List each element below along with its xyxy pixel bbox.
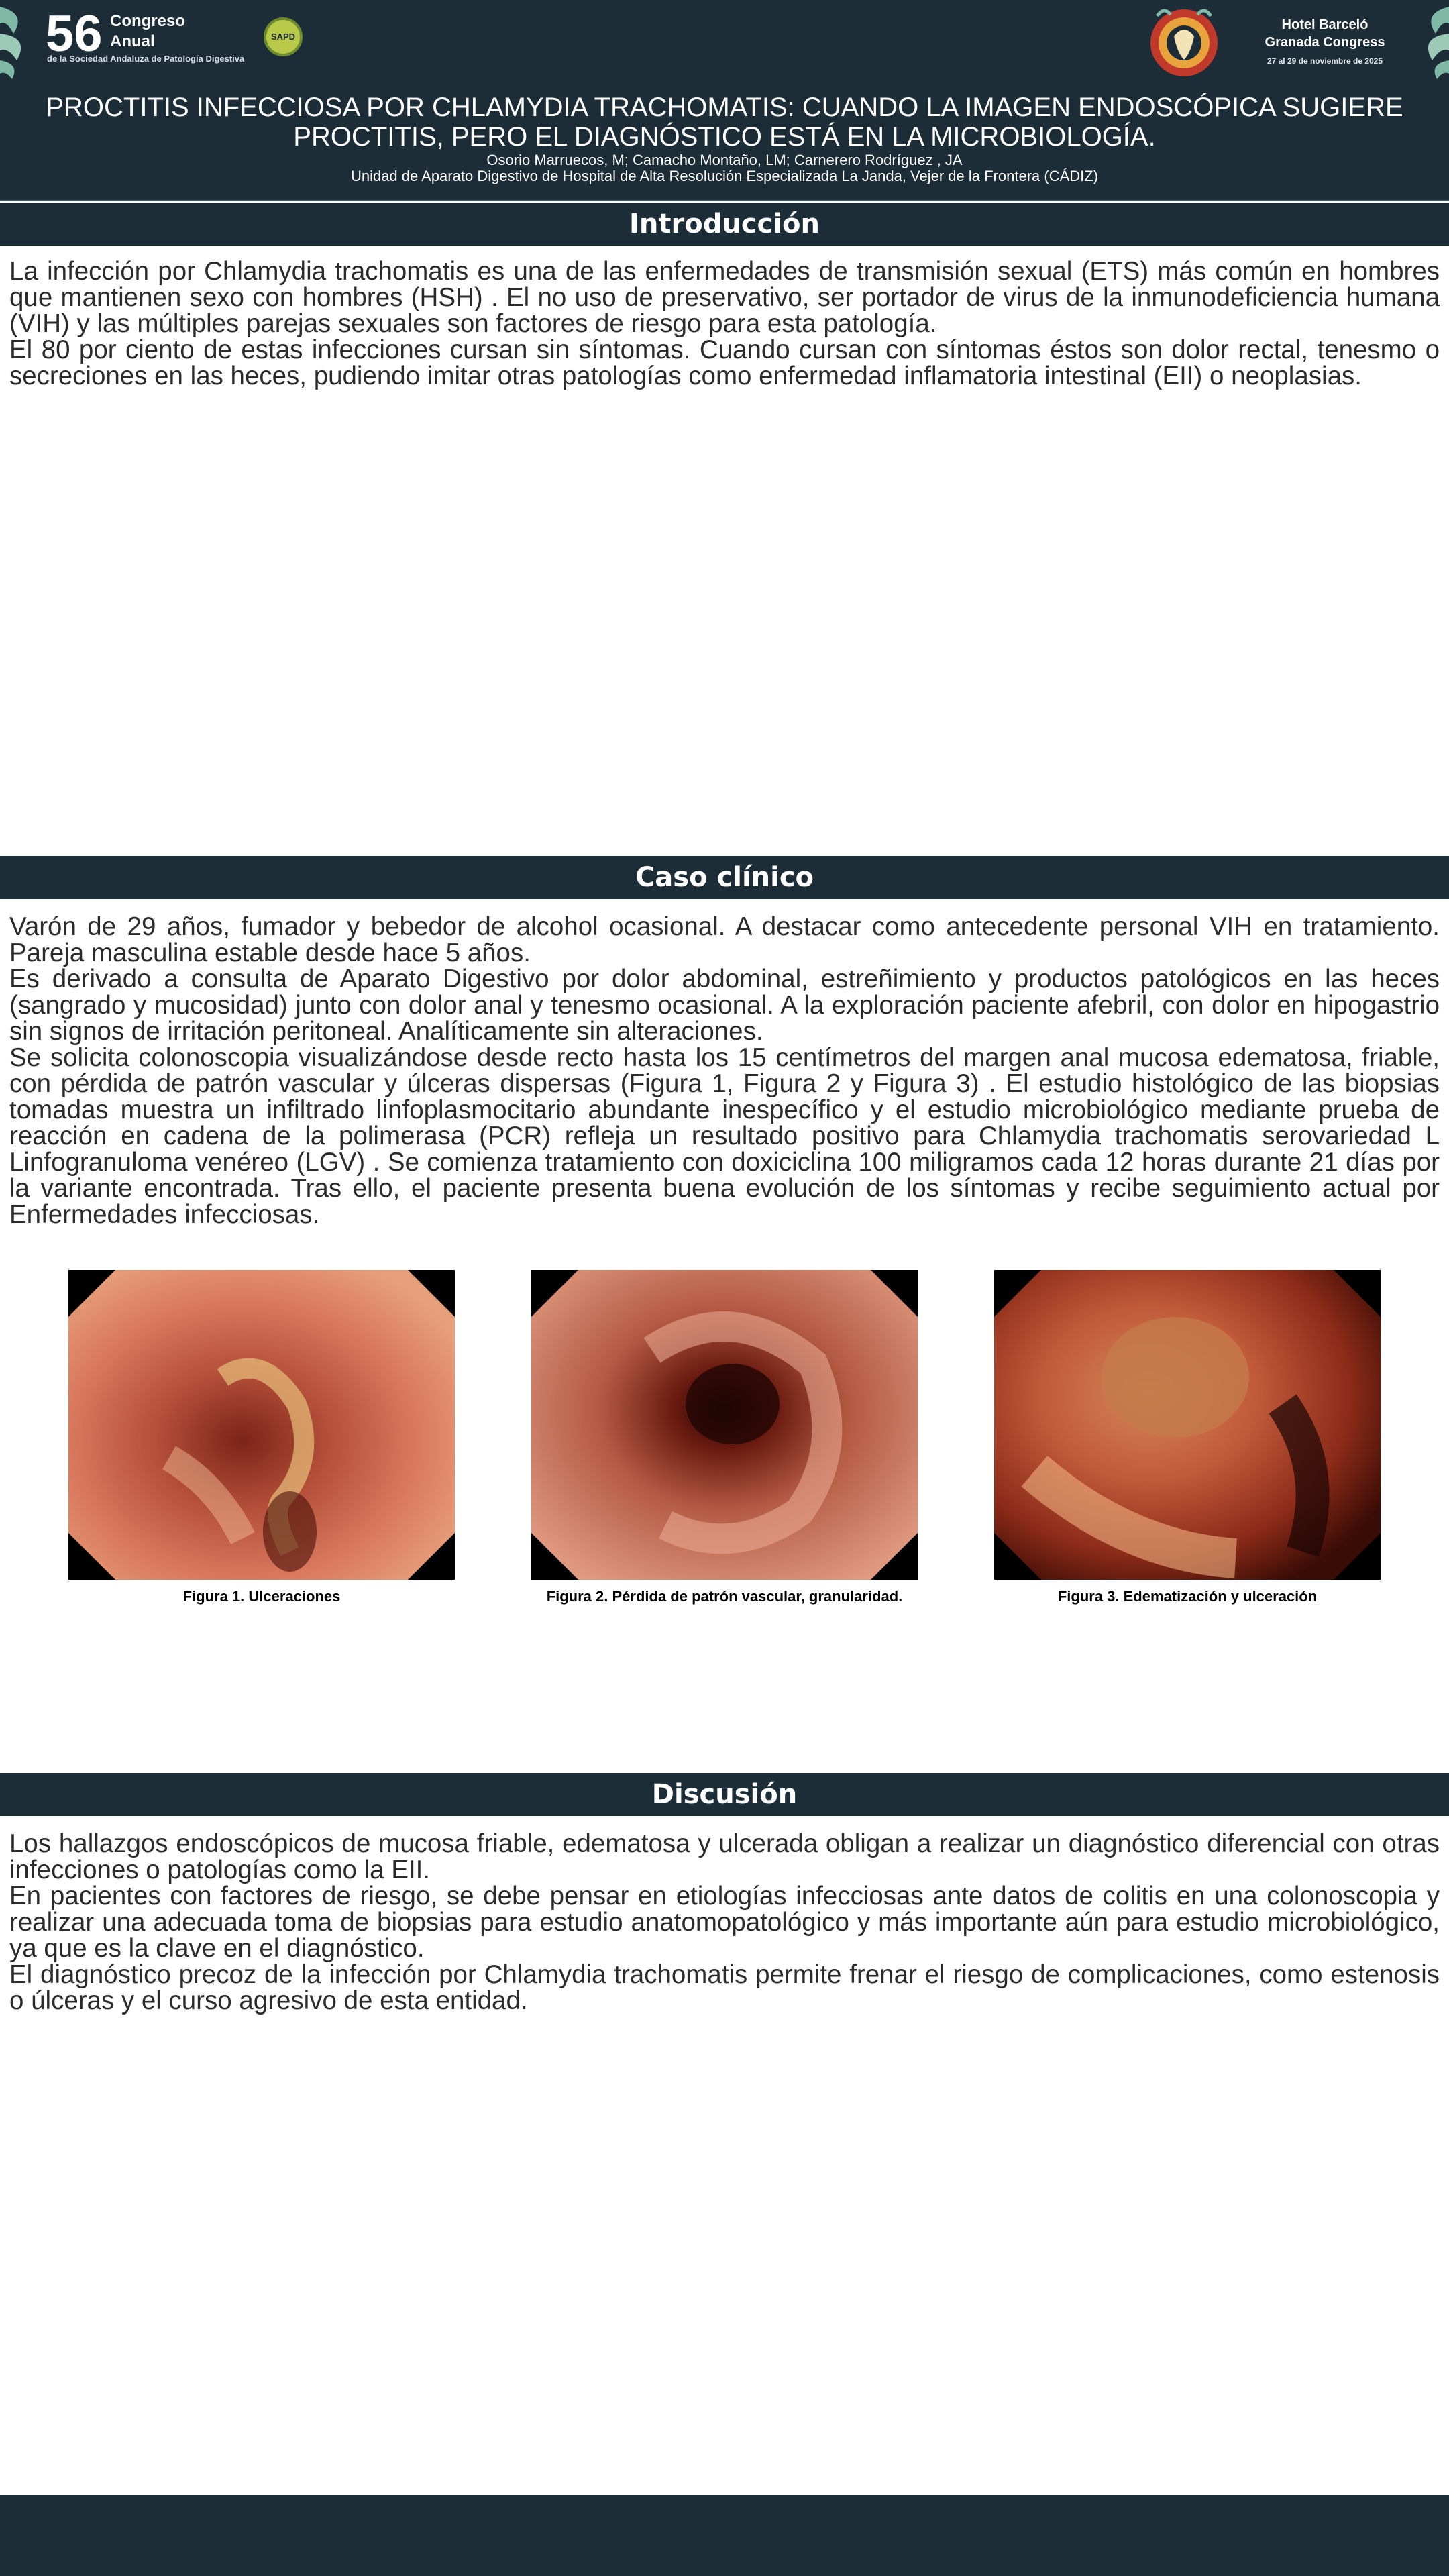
paragraph: El diagnóstico precoz de la infección por Chlamydia trachomatis permite frenar el riesgo de complicaciones, como estenosis o úlceras y el curso agresivo de esta entidad. (9, 1960, 1440, 2015)
figure-2 (531, 1270, 918, 1605)
header-divider (0, 200, 1449, 201)
paragraph: El 80 por ciento de estas infecciones cursan sin síntomas. Cuando cursan con síntomas éstos son dolor rectal, tenesmo o secreciones en las heces, pudiendo imitar otras patologías como enfermedad inflamatoria intestinal (EII) o neoplasias. (9, 335, 1440, 390)
congress-logo (46, 5, 296, 68)
section-body-discusion (9, 1831, 1440, 2014)
affiliation: Unidad de Aparato Digestivo de Hospital de Alta Resolución Especializada La Janda, Vejer de la Frontera (CÁDIZ) (350, 168, 1099, 184)
poster-header (0, 0, 1449, 200)
congress-word: Anual (110, 32, 155, 50)
paragraph: Es derivado a consulta de Aparato Digestivo por dolor abdominal, estreñimiento y productos patológicos en las heces (sangrado y mucosidad) junto con dolor anal y tenesmo ocasional. A la exploración paciente afebril, con dolor en hipogastrio sin signos de irritación peritoneal. Analíticamente sin alteraciones. (9, 965, 1440, 1046)
sapd-badge-icon: SAPD (264, 17, 303, 56)
section-body-introduccion (9, 258, 1440, 389)
venue-name: Hotel Barceló (1281, 17, 1368, 32)
figure-3 (994, 1270, 1381, 1605)
granada-emblem-icon (1144, 3, 1224, 82)
leaf-decoration-icon (1409, 0, 1449, 80)
section-heading-discusion: Discusión (0, 1773, 1449, 1816)
authors: Osorio Marruecos, M; Camacho Montaño, LM; Carnerero Rodríguez , JA (486, 152, 963, 168)
endoscopy-image-1 (68, 1270, 455, 1580)
endoscopy-image-3 (994, 1270, 1381, 1580)
paragraph: La infección por Chlamydia trachomatis es una de las enfermedades de transmisión sexual (ETS) más común en hombres que mantienen sexo con hombres (HSH) . El no uso de preservativo, ser portador de virus de la inmunodeficiencia humana (VIH) y las múltiples parejas sexuales son factores de riesgo para esta patología. (9, 257, 1440, 338)
congress-dates: 27 al 29 de noviembre de 2025 (1267, 56, 1383, 66)
figure-1 (68, 1270, 455, 1605)
venue-info (1241, 16, 1409, 66)
paragraph: En pacientes con factores de riesgo, se debe pensar en etiologías infecciosas ante datos de colitis en una colonoscopia y realizar una adecuada toma de biopsias para estudio anatomopatológico y más importante aún para estudio microbiológico, ya que es la clave en el diagnóstico. (9, 1882, 1440, 1963)
paragraph: Se solicita colonoscopia visualizándose desde recto hasta los 15 centímetros del margen anal mucosa edematosa, friable, con pérdida de patrón vascular y úlceras dispersas (Figura 1, Figura 2 y Figura 3) . El estudio histológico de las biopsias tomadas muestra un infiltrado linfoplasmocitario abundante inespecífico y el estudio microbiológico mediante prueba de reacción en cadena de la polimerasa (PCR) refleja un resultado positivo para Chlamydia trachomatis serovariedad L Linfogranuloma venéreo (LGV) . Se comienza tratamiento con doxiciclina 100 miligramos cada 12 horas durante 21 días por la variante encontrada. Tras ello, el paciente presenta buena evolución de los síntomas y recibe seguimiento actual por Enfermedades infecciosas. (9, 1043, 1440, 1229)
poster-footer (0, 2496, 1449, 2576)
section-body-caso-clinico (9, 914, 1440, 1228)
venue-name: Granada Congress (1265, 35, 1385, 50)
paragraph: Los hallazgos endoscópicos de mucosa friable, edematosa y ulcerada obligan a realizar un diagnóstico diferencial con otras infecciones o patologías como la EII. (9, 1829, 1440, 1884)
section-heading-introduccion: Introducción (0, 203, 1449, 246)
figure-caption: Figura 2. Pérdida de patrón vascular, granularidad. (546, 1588, 903, 1605)
society-name: de la Sociedad Andaluza de Patología Digestiva (47, 54, 245, 64)
leaf-decoration-icon (0, 0, 40, 80)
congress-word: Congreso (110, 12, 186, 30)
figure-caption: Figura 3. Edematización y ulceración (1057, 1588, 1318, 1605)
paragraph: Varón de 29 años, fumador y bebedor de alcohol ocasional. A destacar como antecedente personal VIH en tratamiento. Pareja masculina estable desde hace 5 años. (9, 912, 1440, 967)
endoscopy-image-2 (531, 1270, 918, 1580)
section-heading-caso-clinico: Caso clínico (0, 856, 1449, 899)
figure-caption: Figura 1. Ulceraciones (182, 1588, 341, 1605)
poster-title: PROCTITIS INFECCIOSA POR CHLAMYDIA TRACHOMATIS: CUANDO LA IMAGEN ENDOSCÓPICA SUGIERE PROCTITIS, PERO EL DIAGNÓSTICO ESTÁ EN LA MICROBIOLOGÍA. (46, 93, 1403, 152)
congress-number: 56 (46, 5, 103, 62)
